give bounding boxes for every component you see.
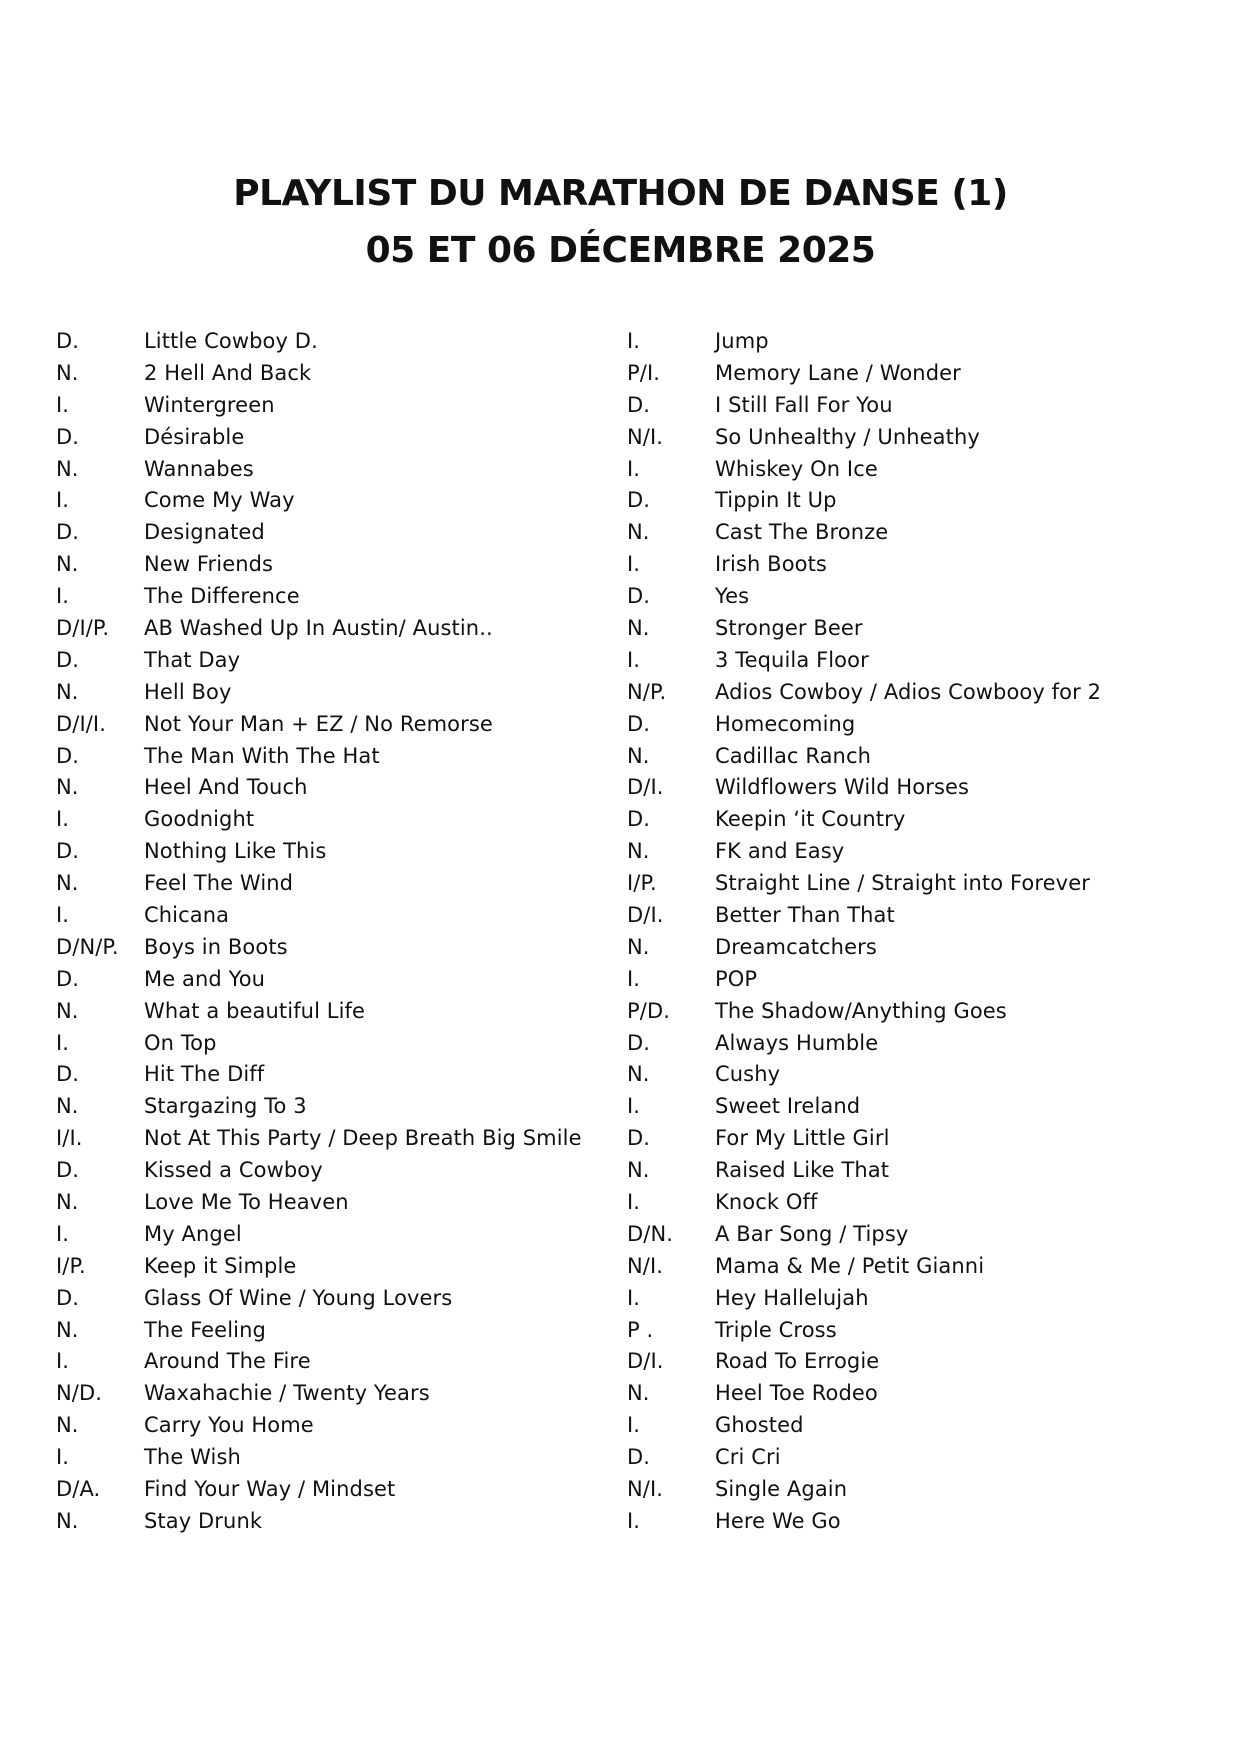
song-title: Désirable bbox=[144, 424, 245, 449]
song-title: On Top bbox=[144, 1030, 217, 1055]
dance-level-code: D/I. bbox=[627, 1349, 664, 1374]
playlist-item bbox=[627, 1409, 1207, 1441]
song-title: That Day bbox=[144, 647, 241, 672]
dance-level-code: D. bbox=[627, 1030, 651, 1055]
song-title: Hey Hallelujah bbox=[715, 1285, 869, 1310]
song-title: For My Little Girl bbox=[715, 1126, 890, 1151]
dance-level-code: I. bbox=[627, 328, 641, 353]
playlist-item bbox=[627, 803, 1207, 835]
playlist-item bbox=[56, 644, 616, 676]
playlist-item bbox=[56, 357, 616, 389]
dance-level-code: D/I. bbox=[627, 775, 664, 800]
playlist-item bbox=[56, 771, 616, 803]
song-title: The Shadow/Anything Goes bbox=[715, 998, 1007, 1023]
dance-level-code: I. bbox=[56, 584, 70, 609]
dance-level-code: N/D. bbox=[56, 1381, 103, 1406]
playlist-item bbox=[627, 1346, 1207, 1378]
dance-level-code: N. bbox=[56, 552, 79, 577]
dance-level-code: I. bbox=[627, 647, 641, 672]
playlist-item bbox=[627, 963, 1207, 995]
song-title: Straight Line / Straight into Forever bbox=[715, 871, 1090, 896]
song-title: Heel And Touch bbox=[144, 775, 308, 800]
song-title: Cri Cri bbox=[715, 1445, 781, 1470]
song-title: The Man With The Hat bbox=[144, 743, 380, 768]
song-title: A Bar Song / Tipsy bbox=[715, 1221, 909, 1246]
song-title: Waxahachie / Twenty Years bbox=[144, 1381, 430, 1406]
song-title: Jump bbox=[715, 328, 769, 353]
dance-level-code: N. bbox=[627, 1158, 650, 1183]
song-title: Goodnight bbox=[144, 807, 255, 832]
song-title: What a beautiful Life bbox=[144, 998, 366, 1023]
song-title: Hit The Diff bbox=[144, 1062, 265, 1087]
song-title: Knock Off bbox=[715, 1189, 818, 1214]
document-title: PLAYLIST DU MARATHON DE DANSE (1) bbox=[233, 173, 1008, 214]
song-title: The Feeling bbox=[144, 1317, 266, 1342]
song-title: Tippin It Up bbox=[715, 488, 837, 513]
song-title: Mama & Me / Petit Gianni bbox=[715, 1253, 985, 1278]
song-title: Hell Boy bbox=[144, 679, 232, 704]
song-title: Stargazing To 3 bbox=[144, 1094, 307, 1119]
document-date: 05 ET 06 DÉCEMBRE 2025 bbox=[365, 230, 876, 271]
dance-level-code: I/P. bbox=[627, 871, 657, 896]
dance-level-code: I/P. bbox=[56, 1253, 86, 1278]
dance-level-code: D. bbox=[627, 392, 651, 417]
dance-level-code: I. bbox=[56, 902, 70, 927]
playlist-item bbox=[627, 899, 1207, 931]
playlist-item bbox=[56, 1122, 616, 1154]
playlist-item bbox=[627, 771, 1207, 803]
playlist-item bbox=[56, 1346, 616, 1378]
song-title: Wintergreen bbox=[144, 392, 275, 417]
playlist-item bbox=[627, 676, 1207, 708]
playlist-item bbox=[56, 1090, 616, 1122]
song-title: Stay Drunk bbox=[144, 1508, 263, 1533]
song-title: Adios Cowboy / Adios Cowbooy for 2 bbox=[715, 679, 1102, 704]
dance-level-code: D. bbox=[627, 711, 651, 736]
song-title: Cadillac Ranch bbox=[715, 743, 872, 768]
dance-level-code: D/I/I. bbox=[56, 711, 106, 736]
playlist-item bbox=[56, 1409, 616, 1441]
song-title: POP bbox=[715, 966, 758, 991]
playlist-item bbox=[627, 835, 1207, 867]
song-title: So Unhealthy / Unheathy bbox=[715, 424, 980, 449]
dance-level-code: I. bbox=[56, 807, 70, 832]
dance-level-code: D. bbox=[627, 1126, 651, 1151]
dance-level-code: N. bbox=[627, 1062, 650, 1087]
dance-level-code: N. bbox=[627, 520, 650, 545]
song-title: Single Again bbox=[715, 1477, 848, 1501]
dance-level-code: P/I. bbox=[627, 360, 661, 385]
dance-level-code: I/I. bbox=[56, 1126, 83, 1151]
dance-level-code: D. bbox=[627, 584, 651, 609]
song-title: Little Cowboy D. bbox=[144, 328, 318, 353]
dance-level-code: D. bbox=[56, 1158, 80, 1183]
dance-level-code: D. bbox=[56, 1062, 80, 1087]
playlist-item bbox=[56, 835, 616, 867]
playlist-item bbox=[627, 484, 1207, 516]
dance-level-code: D/I/P. bbox=[56, 615, 110, 640]
playlist-item bbox=[56, 1027, 616, 1059]
playlist-item bbox=[56, 708, 616, 740]
dance-level-code: I. bbox=[56, 1030, 70, 1055]
playlist-item bbox=[627, 1282, 1207, 1314]
playlist-left-column bbox=[56, 325, 616, 1537]
song-title: Glass Of Wine / Young Lovers bbox=[144, 1285, 453, 1310]
dance-level-code: I. bbox=[627, 1285, 641, 1310]
dance-level-code: I. bbox=[627, 1094, 641, 1119]
dance-level-code: I. bbox=[627, 1508, 641, 1533]
playlist-item bbox=[627, 325, 1207, 357]
dance-level-code: N/P. bbox=[627, 679, 667, 704]
playlist-item bbox=[627, 740, 1207, 772]
playlist-item bbox=[627, 1505, 1207, 1537]
playlist-item bbox=[56, 899, 616, 931]
song-title: Dreamcatchers bbox=[715, 934, 877, 959]
playlist-item bbox=[56, 963, 616, 995]
playlist-item bbox=[627, 453, 1207, 485]
playlist-item bbox=[627, 389, 1207, 421]
song-title: Yes bbox=[715, 584, 750, 609]
song-title: Me and You bbox=[144, 966, 266, 991]
dance-level-code: D. bbox=[56, 328, 80, 353]
playlist-item bbox=[627, 580, 1207, 612]
dance-level-code: I. bbox=[627, 552, 641, 577]
dance-level-code: I. bbox=[627, 456, 641, 481]
song-title: Cast The Bronze bbox=[715, 520, 889, 545]
dance-level-code: P . bbox=[627, 1317, 654, 1342]
dance-level-code: N. bbox=[56, 998, 79, 1023]
song-title: Around The Fire bbox=[144, 1349, 311, 1374]
song-title: Wannabes bbox=[144, 456, 254, 481]
dance-level-code: D. bbox=[56, 743, 80, 768]
playlist-item bbox=[627, 1473, 1207, 1505]
playlist-item bbox=[56, 995, 616, 1027]
dance-level-code: D. bbox=[56, 424, 80, 449]
playlist-item bbox=[627, 931, 1207, 963]
dance-level-code: D. bbox=[56, 839, 80, 864]
dance-level-code: I. bbox=[56, 392, 70, 417]
song-title: 2 Hell And Back bbox=[144, 360, 312, 385]
song-title: Come My Way bbox=[144, 488, 295, 513]
playlist-item bbox=[627, 1186, 1207, 1218]
song-title: Road To Errogie bbox=[715, 1349, 880, 1374]
playlist-item bbox=[56, 484, 616, 516]
song-title: My Angel bbox=[144, 1221, 242, 1246]
playlist-item bbox=[56, 1186, 616, 1218]
song-title: I Still Fall For You bbox=[715, 392, 893, 417]
song-title: Irish Boots bbox=[715, 552, 827, 577]
playlist-item bbox=[56, 580, 616, 612]
song-title: AB Washed Up In Austin/ Austin.. bbox=[144, 615, 493, 640]
playlist-item bbox=[56, 453, 616, 485]
dance-level-code: N. bbox=[56, 871, 79, 896]
playlist-item bbox=[627, 1314, 1207, 1346]
playlist-item bbox=[627, 1090, 1207, 1122]
playlist-item bbox=[56, 676, 616, 708]
dance-level-code: I. bbox=[56, 488, 70, 513]
playlist-item bbox=[627, 1027, 1207, 1059]
song-title: Here We Go bbox=[715, 1508, 841, 1533]
dance-level-code: N/I. bbox=[627, 1253, 664, 1278]
dance-level-code: N. bbox=[56, 360, 79, 385]
playlist-item bbox=[627, 357, 1207, 389]
dance-level-code: N. bbox=[627, 934, 650, 959]
dance-level-code: D/A. bbox=[56, 1477, 101, 1501]
playlist-item bbox=[627, 1122, 1207, 1154]
playlist-item bbox=[627, 1218, 1207, 1250]
dance-level-code: N. bbox=[56, 1189, 79, 1214]
dance-level-code: D. bbox=[56, 647, 80, 672]
dance-level-code: N. bbox=[56, 1508, 79, 1533]
playlist-item bbox=[627, 516, 1207, 548]
playlist-item bbox=[627, 548, 1207, 580]
song-title: Stronger Beer bbox=[715, 615, 863, 640]
song-title: Better Than That bbox=[715, 902, 895, 927]
dance-level-code: N. bbox=[56, 1094, 79, 1119]
playlist-item bbox=[56, 1218, 616, 1250]
dance-level-code: N. bbox=[627, 743, 650, 768]
playlist-item bbox=[56, 1250, 616, 1282]
song-title: Cushy bbox=[715, 1062, 781, 1087]
dance-level-code: I. bbox=[56, 1349, 70, 1374]
song-title: Whiskey On Ice bbox=[715, 456, 878, 481]
dance-level-code: N. bbox=[56, 679, 79, 704]
dance-level-code: D/N/P. bbox=[56, 934, 119, 959]
song-title: Love Me To Heaven bbox=[144, 1189, 349, 1214]
song-title: Feel The Wind bbox=[144, 871, 294, 896]
playlist-item bbox=[627, 612, 1207, 644]
song-title: Wildflowers Wild Horses bbox=[715, 775, 970, 800]
song-title: Homecoming bbox=[715, 711, 856, 736]
song-title: Sweet Ireland bbox=[715, 1094, 861, 1119]
song-title: The Difference bbox=[144, 584, 300, 609]
dance-level-code: I. bbox=[627, 1189, 641, 1214]
dance-level-code: N. bbox=[56, 775, 79, 800]
playlist-item bbox=[56, 1058, 616, 1090]
song-title: Not Your Man + EZ / No Remorse bbox=[144, 711, 493, 736]
playlist-item bbox=[56, 1377, 616, 1409]
song-title: Triple Cross bbox=[715, 1317, 837, 1342]
playlist-item bbox=[56, 803, 616, 835]
playlist-item bbox=[56, 1473, 616, 1505]
song-title: Nothing Like This bbox=[144, 839, 327, 864]
playlist-right-column bbox=[627, 325, 1207, 1537]
dance-level-code: D. bbox=[627, 1445, 651, 1470]
playlist-item bbox=[56, 1441, 616, 1473]
playlist-item bbox=[56, 325, 616, 357]
dance-level-code: P/D. bbox=[627, 998, 670, 1023]
song-title: Raised Like That bbox=[715, 1158, 890, 1183]
playlist-item bbox=[56, 516, 616, 548]
dance-level-code: I. bbox=[56, 1221, 70, 1246]
dance-level-code: N. bbox=[627, 839, 650, 864]
song-title: Kissed a Cowboy bbox=[144, 1158, 323, 1183]
dance-level-code: N. bbox=[56, 1317, 79, 1342]
playlist-item bbox=[627, 1154, 1207, 1186]
playlist-item bbox=[627, 421, 1207, 453]
song-title: Boys in Boots bbox=[144, 934, 288, 959]
dance-level-code: N. bbox=[56, 456, 79, 481]
dance-level-code: D. bbox=[56, 1285, 80, 1310]
song-title: Heel Toe Rodeo bbox=[715, 1381, 878, 1406]
song-title: Memory Lane / Wonder bbox=[715, 360, 961, 385]
dance-level-code: N. bbox=[627, 1381, 650, 1406]
playlist-item bbox=[56, 548, 616, 580]
song-title: The Wish bbox=[144, 1445, 241, 1470]
dance-level-code: N. bbox=[627, 615, 650, 640]
playlist-item bbox=[627, 1250, 1207, 1282]
playlist-item bbox=[56, 867, 616, 899]
song-title: Not At This Party / Deep Breath Big Smile bbox=[144, 1126, 582, 1151]
song-title: Carry You Home bbox=[144, 1413, 314, 1438]
playlist-item bbox=[56, 1314, 616, 1346]
song-title: Keepin ‘it Country bbox=[715, 807, 906, 832]
playlist-item bbox=[56, 612, 616, 644]
dance-level-code: D. bbox=[627, 488, 651, 513]
playlist-item bbox=[56, 1282, 616, 1314]
dance-level-code: D. bbox=[56, 966, 80, 991]
playlist-item bbox=[56, 1505, 616, 1537]
playlist-item bbox=[627, 708, 1207, 740]
dance-level-code: N/I. bbox=[627, 1477, 664, 1501]
playlist-item bbox=[56, 740, 616, 772]
dance-level-code: D. bbox=[56, 520, 80, 545]
dance-level-code: I. bbox=[627, 1413, 641, 1438]
song-title: Keep it Simple bbox=[144, 1253, 297, 1278]
song-title: Always Humble bbox=[715, 1030, 879, 1055]
playlist-item bbox=[627, 1058, 1207, 1090]
playlist-item bbox=[627, 644, 1207, 676]
playlist-item bbox=[627, 867, 1207, 899]
dance-level-code: D/N. bbox=[627, 1221, 674, 1246]
playlist-item bbox=[627, 1441, 1207, 1473]
dance-level-code: D. bbox=[627, 807, 651, 832]
playlist-item bbox=[56, 1154, 616, 1186]
playlist-item bbox=[56, 389, 616, 421]
dance-level-code: N/I. bbox=[627, 424, 664, 449]
song-title: Ghosted bbox=[715, 1413, 804, 1438]
song-title: FK and Easy bbox=[715, 839, 845, 864]
playlist-item bbox=[56, 931, 616, 963]
dance-level-code: I. bbox=[56, 1445, 70, 1470]
playlist-item bbox=[627, 1377, 1207, 1409]
dance-level-code: I. bbox=[627, 966, 641, 991]
dance-level-code: N. bbox=[56, 1413, 79, 1438]
song-title: New Friends bbox=[144, 552, 274, 577]
playlist-item bbox=[627, 995, 1207, 1027]
song-title: Find Your Way / Mindset bbox=[144, 1477, 396, 1501]
song-title: Designated bbox=[144, 520, 265, 545]
dance-level-code: D/I. bbox=[627, 902, 664, 927]
playlist-item bbox=[56, 421, 616, 453]
song-title: Chicana bbox=[144, 902, 230, 927]
song-title: 3 Tequila Floor bbox=[715, 647, 869, 672]
